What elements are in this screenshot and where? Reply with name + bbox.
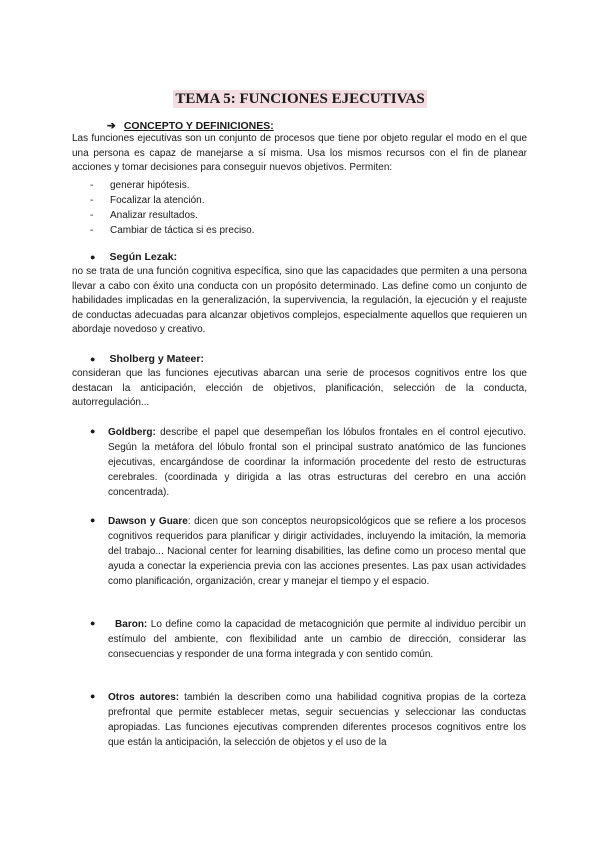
bullet-icon: ● [90,354,96,364]
arrow-icon: ➔ [107,120,116,132]
sholberg-heading: ● Sholberg y Mateer: [90,353,204,365]
bullet-icon: ● [90,426,96,436]
author-name: Baron: [108,619,148,630]
dawson-paragraph: Dawson y Guare: dicen que son conceptos neuropsicológicos que se refiere a los procesos cognitivos requeridos para planificar y dirigir actividades, incluyendo la imitación, la memoria del trabajo... Nacional center for learning disabilities, las define como un proceso mental que ayuda a conectar la experiencia previa con las acciones presentes. Las pax usan actividades como planificación, organización, crear y manejar el tiempo y el espacio. [108,516,526,587]
bullet-icon: ● [90,691,96,701]
list-item: - generar hipótesis. [90,178,255,193]
author-name: Dawson y Guare [108,516,188,527]
section-heading-label: CONCEPTO Y DEFINICIONES: [123,120,274,132]
author-name: Goldberg: [108,427,156,438]
section-heading [107,120,274,132]
list-item: - Focalizar la atención. [90,193,255,208]
permits-list [90,178,255,238]
sholberg-paragraph: consideran que las funciones ejecutivas abarcan una serie de procesos cognitivos entre los que destacan la anticipación, elección de objetivos, planificación, selección de la conducta, autorregulación... [72,368,527,408]
lezak-paragraph: no se trata de una función cognitiva específica, sino que las capacidades que permiten a una persona llevar a cabo con éxito una conducta con un propósito determinado. Las define como un conjunto de habilidades implicadas en la generalización, la supervivencia, la regulación, la ejecución y el reajuste de conductas adecuadas para alcanzar objetivos complejos, especialmente aquellos que requieren un abordaje novedoso y creativo. [72,266,527,335]
lezak-heading: ● Según Lezak: [90,251,178,263]
list-item: - Cambiar de táctica si es preciso. [90,223,255,238]
baron-paragraph: Baron: Lo define como la capacidad de metacognición que permite al individuo percibir un estímulo del ambiente, con flexibilidad ante un cambio de dirección, considerar las consecuencias y responder de una forma integrada y con sentido común. [108,619,526,660]
author-name: Otros autores: [108,692,180,703]
bullet-icon: ● [90,252,96,262]
bullet-icon: ● [90,515,96,525]
page-title: TEMA 5: FUNCIONES EJECUTIVAS [175,91,425,107]
bullet-icon: ● [90,618,96,628]
otros-paragraph: Otros autores: también la describen como una habilidad cognitiva propias de la corteza prefrontal que permite establecer metas, seguir secuencias y seleccionar las conductas apropiadas. Las funciones ejecutivas comprenden diferentes procesos cognitivos entre los que están la anticipación, la selección de objetos y el uso de la [108,692,526,748]
goldberg-paragraph: Goldberg: describe el papel que desempeñan los lóbulos frontales en el control ejecutivo. Según la metáfora del lóbulo frontal son el principal sustrato anatómico de las funciones ejecutivas, encargándose de coordinar la información procedente del resto de estructuras cerebrales. (coordinada y dirigida a las otras estructuras del cerebro en una acción concentrada). [108,427,526,498]
intro-paragraph: Las funciones ejecutivas son un conjunto de procesos que tiene por objeto regular el modo en el que una persona es capaz de manejarse a sí misma. Usa los mismos recursos con el fin de planear acciones y tomar decisiones para conseguir nuevos objetivos. Permiten: [72,133,527,173]
list-item: - Analizar resultados. [90,208,255,223]
